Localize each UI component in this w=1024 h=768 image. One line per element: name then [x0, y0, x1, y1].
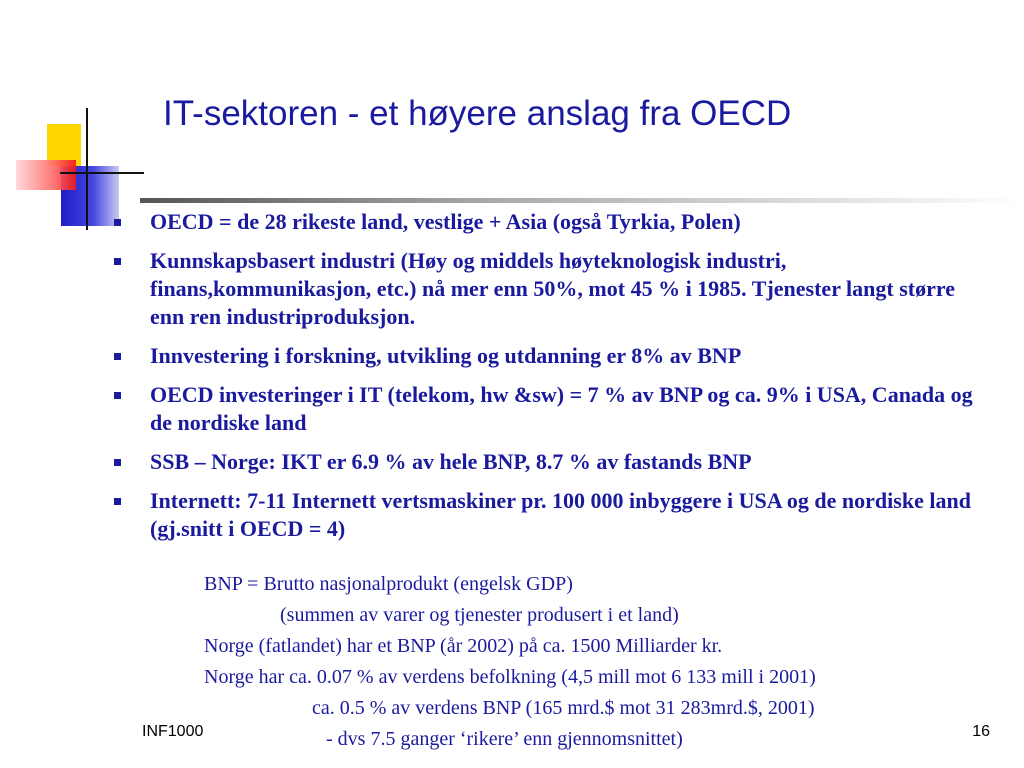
decorative-vertical-line [86, 108, 88, 230]
square-bullet-icon [114, 459, 121, 466]
square-bullet-icon [114, 498, 121, 505]
note-line: Norge har ca. 0.07 % av verdens befolkning (4,5 mill mot 6 133 mill i 2001) [204, 666, 816, 688]
bullet-text: Kunnskapsbasert industri (Høy og middels høyteknologisk industri, finans,kommunikasjon, etc.) nå mer enn 50%, mot 45 % i 1985. Tjenester langt større enn ren industriproduksjon. [150, 248, 956, 329]
bullet-item [112, 247, 982, 331]
bullet-item [112, 342, 982, 370]
footer-course-label: INF1000 [142, 723, 204, 740]
bullet-list [112, 208, 982, 554]
note-line: (summen av varer og tjenester produsert i et land) [280, 604, 679, 626]
note-line: ca. 0.5 % av verdens BNP (165 mrd.$ mot 31 283mrd.$, 2001) [312, 697, 815, 719]
page-number: 16 [972, 723, 990, 740]
decorative-red-bar [16, 160, 76, 190]
square-bullet-icon [114, 219, 121, 226]
square-bullet-icon [114, 258, 121, 265]
note-line: BNP = Brutto nasjonalprodukt (engelsk GDP) [204, 573, 573, 595]
title-underline-rule [140, 198, 1024, 203]
footnote-block [204, 569, 816, 755]
slide-title: IT-sektoren - et høyere anslag fra OECD [163, 94, 792, 133]
bullet-text: OECD = de 28 rikeste land, vestlige + Asia (også Tyrkia, Polen) [150, 209, 741, 234]
bullet-text: Internett: 7-11 Internett vertsmaskiner pr. 100 000 inbyggere i USA og de nordiske land (gj.snitt i OECD = 4) [150, 488, 971, 541]
bullet-text: Innvestering i forskning, utvikling og utdanning er 8% av BNP [150, 343, 742, 368]
bullet-item [112, 448, 982, 476]
square-bullet-icon [114, 392, 121, 399]
bullet-text: SSB – Norge: IKT er 6.9 % av hele BNP, 8.7 % av fastands BNP [150, 449, 752, 474]
note-line: - dvs 7.5 ganger ‘rikere’ enn gjennomsnittet) [326, 728, 683, 750]
bullet-item [112, 381, 982, 437]
decorative-horizontal-line [60, 172, 144, 174]
bullet-item [112, 487, 982, 543]
bullet-item [112, 208, 982, 236]
bullet-text: OECD investeringer i IT (telekom, hw &sw) = 7 % av BNP og ca. 9% i USA, Canada og de nordiske land [150, 382, 973, 435]
note-line: Norge (fatlandet) har et BNP (år 2002) på ca. 1500 Milliarder kr. [204, 635, 723, 657]
square-bullet-icon [114, 353, 121, 360]
